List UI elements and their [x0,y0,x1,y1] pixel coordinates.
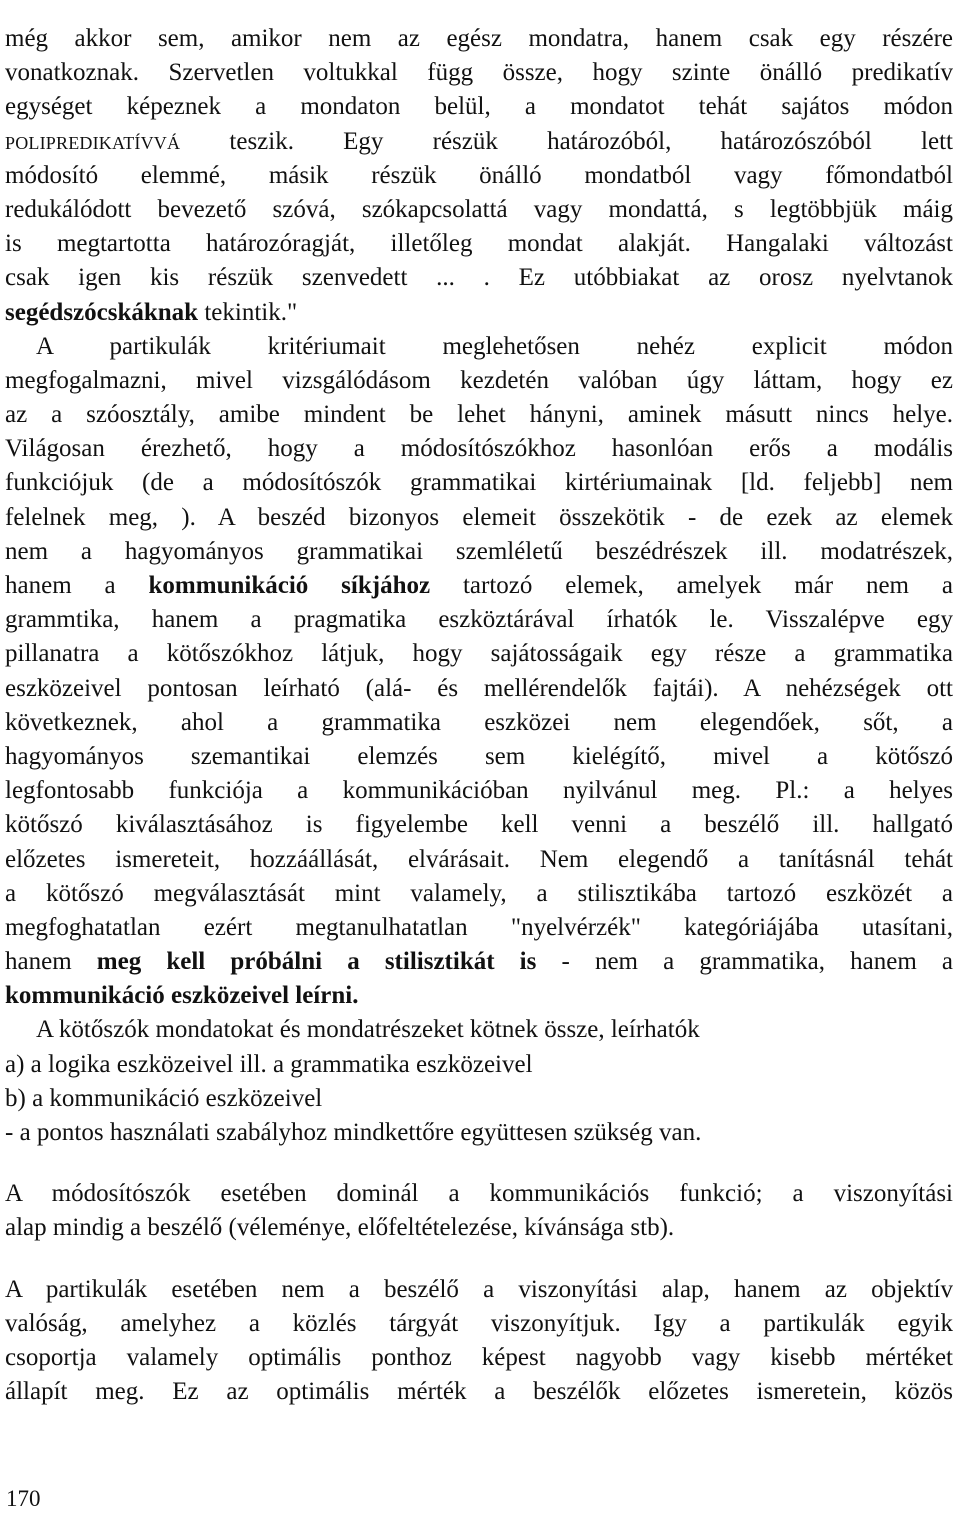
text-line: módosító elemmé, másik részük önálló mondatból vagy főmondatból [5,161,953,189]
text-line: felelnek meg, ). A beszéd bizonyos elemeit összekötik - de ezek az elemek [5,503,953,531]
text-line: is megtartotta határozóragját, illetőleg mondat alakját. Hangalaki változást [5,230,953,258]
paragraph-particles-criteria [5,330,953,1014]
document-page [5,22,953,1409]
text-line: egységet képeznek a mondaton belül, a mondatot tehát sajátos módon [5,93,953,121]
text-line [5,945,953,979]
bold-term: kommunikáció eszközeivel leírni. [5,982,359,1010]
text-run: teszik. Egy részük határozóból, határozószóból lett [180,127,953,155]
text-run: - nem a grammatika, hanem a [536,948,954,976]
text-line: A kötőszók mondatokat és mondatrészeket kötnek össze, leírhatók [36,1016,700,1044]
text-run: tekintik." [198,298,298,326]
text-line: vonatkoznak. Szervetlen voltukkal függ össze, hogy szinte önálló predikatív [5,59,953,87]
paragraph-conjunctions-list [5,1013,953,1150]
text-line: valóság, amelyhez a közlés tárgyát viszonyítjuk. Igy a partikulák egyik [5,1309,953,1337]
text-run: hanem a [5,572,149,599]
text-line: redukálódott bevezető szóvá, szókapcsolattá vagy mondattá, s legtöbbjük máig [5,195,953,223]
text-line [5,125,953,159]
small-caps-term: polipredikatívvá [5,127,181,155]
text-line: legfontosabb funkciója a kommunikációban nyilvánul meg. Pl.: a helyes [5,777,953,805]
paragraph-modifiers [5,1177,953,1245]
text-line: pillanatra a kötőszókhoz látjuk, hogy sajátosságaik egy része a grammatika [5,640,953,668]
text-line: megfoghatatlan ezért megtanulhatatlan "nyelvérzék" kategóriájába utasítani, [5,913,953,941]
paragraph-gap [5,1150,953,1177]
text-line: kötőszó kiválasztásához is figyelembe kell venni a beszélő ill. hallgató [5,811,953,839]
text-run: hanem [5,948,97,976]
text-line: A módosítószók esetében dominál a kommunikációs funkció; a viszonyítási [5,1180,953,1208]
list-item: - a pontos használati szabályhoz mindkettőre együttesen szükség van. [5,1119,702,1146]
bold-term: segédszócskáknak [5,298,199,326]
text-line: előzetes ismereteit, hozzáállását, elvárásait. Nem elegendő a tanításnál tehát [5,845,953,873]
text-line: állapít meg. Ez az optimális mérték a beszélők előzetes ismeretein, közös [5,1378,953,1406]
text-line: még akkor sem, amikor nem az egész mondatra, hanem csak egy részére [5,25,953,52]
text-line [5,979,953,1013]
list-item: b) a kommunikáció eszközeivel [5,1084,323,1112]
text-line [5,296,953,330]
bold-term: kommunikáció síkjához [148,572,431,599]
text-line: megfogalmazni, mivel vizsgálódásom kezdetén valóban úgy láttam, hogy ez [5,366,953,394]
text-line: hagyományos szemantikai elemzés sem kielégítő, mivel a kötőszó [5,742,953,770]
text-line: csak igen kis részük szenvedett ... . Ez utóbbiakat az orosz nyelvtanok [5,264,953,292]
text-line: funkciójuk (de a módosítószók grammatikai kirtériumainak [ld. feljebb] nem [5,469,953,497]
text-line [5,569,953,603]
bold-term: meg kell próbálni a stilisztikát is [96,948,537,976]
page-number: 170 [6,1486,41,1511]
text-line: csoportja valamely optimális ponthoz képest nagyobb vagy kisebb mértéket [5,1343,953,1371]
text-line: alap mindig a beszélő (véleménye, előfeltételezése, kívánsága stb). [5,1214,675,1242]
text-line: a kötőszó megválasztását mint valamely, a stilisztikába tartozó eszközét a [5,879,953,907]
text-line: nem a hagyományos grammatikai szemléletű beszédrészek ill. modatrészek, [5,537,953,565]
text-line: az a szóosztály, amibe mindent be lehet hányni, aminek másutt nincs helye. [5,401,953,429]
text-line: A partikulák esetében nem a beszélő a viszonyítási alap, hanem az objektív [5,1275,953,1303]
text-line: grammtika, hanem a pragmatika eszköztárával írhatók le. Visszalépve egy [5,606,953,634]
text-line: eszközeivel pontosan leírható (alá- és mellérendelők fajtái). A nehézségek ott [5,674,953,702]
text-line: A partikulák kritériumait meglehetősen nehéz explicit módon [36,332,953,360]
paragraph-quote-end [5,22,953,330]
text-line: következnek, ahol a grammatika eszközei nem elegendőek, sőt, a [5,708,953,736]
paragraph-particles-reference [5,1273,953,1410]
text-run: tartozó elemek, amelyek már nem a [430,572,953,599]
list-item: a) a logika eszközeivel ill. a grammatika eszközeivel [5,1050,533,1078]
text-line: Világosan érezhető, hogy a módosítószókhoz hasonlóan erős a modális [5,435,953,463]
paragraph-gap [5,1246,953,1273]
